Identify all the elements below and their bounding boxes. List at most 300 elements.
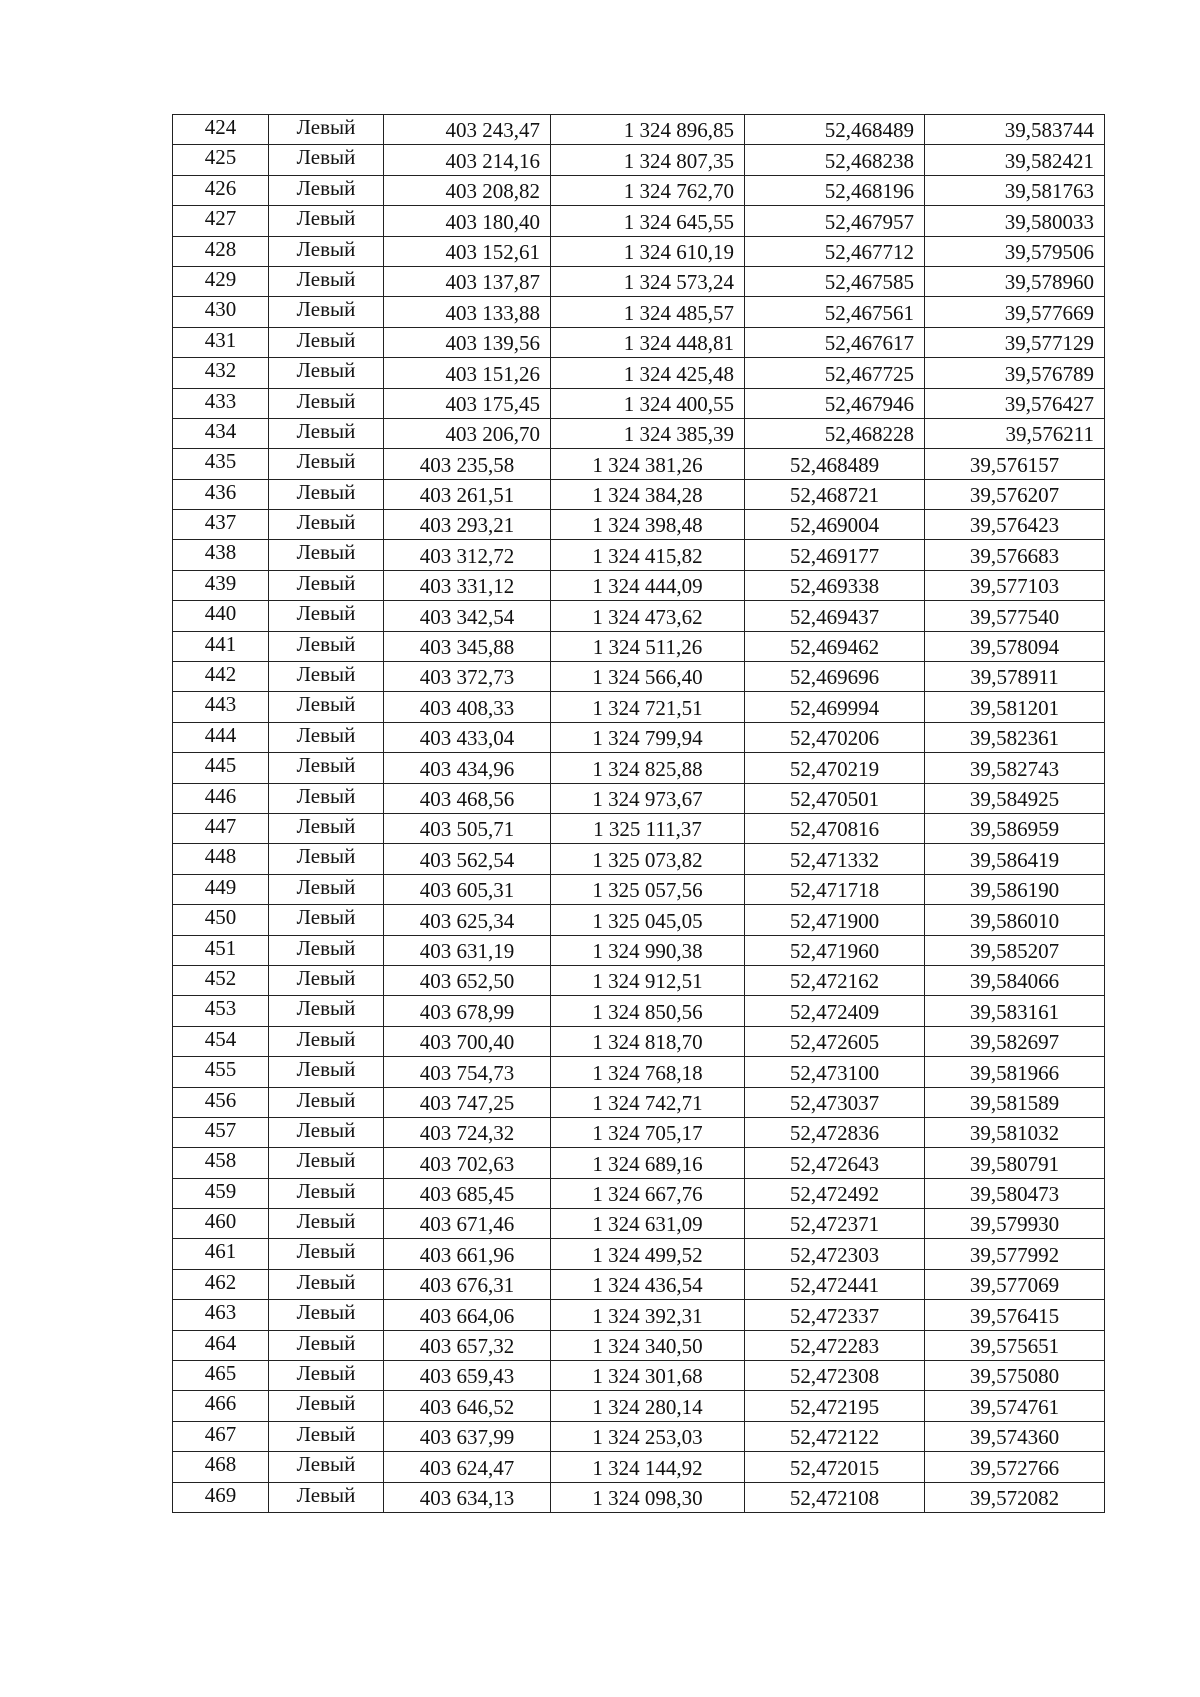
point-number-cell: 446 bbox=[173, 783, 269, 813]
x-coordinate-cell: 403 646,52 bbox=[384, 1391, 551, 1421]
y-coordinate-cell: 1 324 610,19 bbox=[551, 236, 745, 266]
y-coordinate-cell: 1 324 398,48 bbox=[551, 510, 745, 540]
latitude-cell: 52,471960 bbox=[745, 935, 925, 965]
x-coordinate-cell: 403 700,40 bbox=[384, 1026, 551, 1056]
x-coordinate-cell: 403 605,31 bbox=[384, 874, 551, 904]
table-row bbox=[173, 905, 1105, 935]
side-cell: Левый bbox=[269, 1452, 384, 1482]
y-coordinate-cell: 1 324 721,51 bbox=[551, 692, 745, 722]
point-number-cell: 464 bbox=[173, 1330, 269, 1360]
latitude-cell: 52,467957 bbox=[745, 206, 925, 236]
latitude-cell: 52,472492 bbox=[745, 1178, 925, 1208]
table-row bbox=[173, 844, 1105, 874]
side-cell: Левый bbox=[269, 631, 384, 661]
latitude-cell: 52,469338 bbox=[745, 570, 925, 600]
longitude-cell: 39,576423 bbox=[925, 510, 1105, 540]
x-coordinate-cell: 403 685,45 bbox=[384, 1178, 551, 1208]
table-row bbox=[173, 1452, 1105, 1482]
side-cell: Левый bbox=[269, 479, 384, 509]
side-cell: Левый bbox=[269, 1269, 384, 1299]
y-coordinate-cell: 1 324 400,55 bbox=[551, 388, 745, 418]
latitude-cell: 52,467617 bbox=[745, 327, 925, 357]
y-coordinate-cell: 1 324 818,70 bbox=[551, 1026, 745, 1056]
latitude-cell: 52,470219 bbox=[745, 753, 925, 783]
y-coordinate-cell: 1 324 645,55 bbox=[551, 206, 745, 236]
longitude-cell: 39,582743 bbox=[925, 753, 1105, 783]
x-coordinate-cell: 403 702,63 bbox=[384, 1148, 551, 1178]
point-number-cell: 461 bbox=[173, 1239, 269, 1269]
table-row bbox=[173, 965, 1105, 995]
latitude-cell: 52,472122 bbox=[745, 1421, 925, 1451]
table-row bbox=[173, 206, 1105, 236]
y-coordinate-cell: 1 324 573,24 bbox=[551, 266, 745, 296]
y-coordinate-cell: 1 324 762,70 bbox=[551, 175, 745, 205]
longitude-cell: 39,579930 bbox=[925, 1209, 1105, 1239]
longitude-cell: 39,580033 bbox=[925, 206, 1105, 236]
point-number-cell: 437 bbox=[173, 510, 269, 540]
side-cell: Левый bbox=[269, 996, 384, 1026]
point-number-cell: 458 bbox=[173, 1148, 269, 1178]
latitude-cell: 52,473100 bbox=[745, 1057, 925, 1087]
side-cell: Левый bbox=[269, 662, 384, 692]
point-number-cell: 460 bbox=[173, 1209, 269, 1239]
x-coordinate-cell: 403 631,19 bbox=[384, 935, 551, 965]
table-row bbox=[173, 479, 1105, 509]
y-coordinate-cell: 1 324 850,56 bbox=[551, 996, 745, 1026]
longitude-cell: 39,577540 bbox=[925, 601, 1105, 631]
side-cell: Левый bbox=[269, 388, 384, 418]
point-number-cell: 452 bbox=[173, 965, 269, 995]
point-number-cell: 428 bbox=[173, 236, 269, 266]
x-coordinate-cell: 403 243,47 bbox=[384, 115, 551, 145]
point-number-cell: 441 bbox=[173, 631, 269, 661]
side-cell: Левый bbox=[269, 540, 384, 570]
x-coordinate-cell: 403 661,96 bbox=[384, 1239, 551, 1269]
longitude-cell: 39,585207 bbox=[925, 935, 1105, 965]
y-coordinate-cell: 1 324 499,52 bbox=[551, 1239, 745, 1269]
side-cell: Левый bbox=[269, 601, 384, 631]
longitude-cell: 39,576683 bbox=[925, 540, 1105, 570]
side-cell: Левый bbox=[269, 844, 384, 874]
longitude-cell: 39,578911 bbox=[925, 662, 1105, 692]
side-cell: Левый bbox=[269, 692, 384, 722]
y-coordinate-cell: 1 324 098,30 bbox=[551, 1482, 745, 1512]
longitude-cell: 39,582421 bbox=[925, 145, 1105, 175]
x-coordinate-cell: 403 624,47 bbox=[384, 1452, 551, 1482]
point-number-cell: 440 bbox=[173, 601, 269, 631]
latitude-cell: 52,469177 bbox=[745, 540, 925, 570]
latitude-cell: 52,472371 bbox=[745, 1209, 925, 1239]
latitude-cell: 52,469994 bbox=[745, 692, 925, 722]
point-number-cell: 455 bbox=[173, 1057, 269, 1087]
x-coordinate-cell: 403 678,99 bbox=[384, 996, 551, 1026]
y-coordinate-cell: 1 324 384,28 bbox=[551, 479, 745, 509]
x-coordinate-cell: 403 625,34 bbox=[384, 905, 551, 935]
x-coordinate-cell: 403 724,32 bbox=[384, 1117, 551, 1147]
y-coordinate-cell: 1 324 473,62 bbox=[551, 601, 745, 631]
table-row bbox=[173, 388, 1105, 418]
table-row bbox=[173, 631, 1105, 661]
x-coordinate-cell: 403 468,56 bbox=[384, 783, 551, 813]
side-cell: Левый bbox=[269, 783, 384, 813]
latitude-cell: 52,472643 bbox=[745, 1148, 925, 1178]
latitude-cell: 52,468721 bbox=[745, 479, 925, 509]
point-number-cell: 445 bbox=[173, 753, 269, 783]
y-coordinate-cell: 1 324 392,31 bbox=[551, 1300, 745, 1330]
x-coordinate-cell: 403 137,87 bbox=[384, 266, 551, 296]
longitude-cell: 39,572082 bbox=[925, 1482, 1105, 1512]
side-cell: Левый bbox=[269, 115, 384, 145]
point-number-cell: 468 bbox=[173, 1452, 269, 1482]
table-row bbox=[173, 449, 1105, 479]
point-number-cell: 429 bbox=[173, 266, 269, 296]
table-row bbox=[173, 1178, 1105, 1208]
latitude-cell: 52,472605 bbox=[745, 1026, 925, 1056]
longitude-cell: 39,579506 bbox=[925, 236, 1105, 266]
y-coordinate-cell: 1 324 973,67 bbox=[551, 783, 745, 813]
table-row bbox=[173, 236, 1105, 266]
table-row bbox=[173, 753, 1105, 783]
x-coordinate-cell: 403 180,40 bbox=[384, 206, 551, 236]
y-coordinate-cell: 1 324 144,92 bbox=[551, 1452, 745, 1482]
longitude-cell: 39,581201 bbox=[925, 692, 1105, 722]
table-row bbox=[173, 722, 1105, 752]
side-cell: Левый bbox=[269, 206, 384, 236]
latitude-cell: 52,468196 bbox=[745, 175, 925, 205]
point-number-cell: 439 bbox=[173, 570, 269, 600]
x-coordinate-cell: 403 652,50 bbox=[384, 965, 551, 995]
table-row bbox=[173, 1026, 1105, 1056]
x-coordinate-cell: 403 293,21 bbox=[384, 510, 551, 540]
y-coordinate-cell: 1 324 436,54 bbox=[551, 1269, 745, 1299]
point-number-cell: 442 bbox=[173, 662, 269, 692]
point-number-cell: 462 bbox=[173, 1269, 269, 1299]
latitude-cell: 52,469437 bbox=[745, 601, 925, 631]
point-number-cell: 425 bbox=[173, 145, 269, 175]
table-row bbox=[173, 1209, 1105, 1239]
latitude-cell: 52,472337 bbox=[745, 1300, 925, 1330]
point-number-cell: 459 bbox=[173, 1178, 269, 1208]
x-coordinate-cell: 403 235,58 bbox=[384, 449, 551, 479]
latitude-cell: 52,470206 bbox=[745, 722, 925, 752]
table-row bbox=[173, 662, 1105, 692]
side-cell: Левый bbox=[269, 753, 384, 783]
x-coordinate-cell: 403 433,04 bbox=[384, 722, 551, 752]
longitude-cell: 39,576415 bbox=[925, 1300, 1105, 1330]
point-number-cell: 449 bbox=[173, 874, 269, 904]
longitude-cell: 39,586010 bbox=[925, 905, 1105, 935]
table-row bbox=[173, 1421, 1105, 1451]
longitude-cell: 39,586959 bbox=[925, 813, 1105, 843]
y-coordinate-cell: 1 324 825,88 bbox=[551, 753, 745, 783]
longitude-cell: 39,581966 bbox=[925, 1057, 1105, 1087]
point-number-cell: 451 bbox=[173, 935, 269, 965]
side-cell: Левый bbox=[269, 297, 384, 327]
y-coordinate-cell: 1 324 566,40 bbox=[551, 662, 745, 692]
side-cell: Левый bbox=[269, 813, 384, 843]
table-row bbox=[173, 996, 1105, 1026]
x-coordinate-cell: 403 342,54 bbox=[384, 601, 551, 631]
longitude-cell: 39,578094 bbox=[925, 631, 1105, 661]
side-cell: Левый bbox=[269, 510, 384, 540]
x-coordinate-cell: 403 345,88 bbox=[384, 631, 551, 661]
y-coordinate-cell: 1 324 253,03 bbox=[551, 1421, 745, 1451]
table-row bbox=[173, 175, 1105, 205]
y-coordinate-cell: 1 324 381,26 bbox=[551, 449, 745, 479]
longitude-cell: 39,577103 bbox=[925, 570, 1105, 600]
longitude-cell: 39,574761 bbox=[925, 1391, 1105, 1421]
side-cell: Левый bbox=[269, 1239, 384, 1269]
side-cell: Левый bbox=[269, 1026, 384, 1056]
longitude-cell: 39,584925 bbox=[925, 783, 1105, 813]
latitude-cell: 52,472409 bbox=[745, 996, 925, 1026]
x-coordinate-cell: 403 657,32 bbox=[384, 1330, 551, 1360]
point-number-cell: 454 bbox=[173, 1026, 269, 1056]
y-coordinate-cell: 1 324 485,57 bbox=[551, 297, 745, 327]
latitude-cell: 52,468228 bbox=[745, 418, 925, 448]
latitude-cell: 52,472108 bbox=[745, 1482, 925, 1512]
x-coordinate-cell: 403 331,12 bbox=[384, 570, 551, 600]
point-number-cell: 465 bbox=[173, 1361, 269, 1391]
latitude-cell: 52,472162 bbox=[745, 965, 925, 995]
table-row bbox=[173, 1330, 1105, 1360]
y-coordinate-cell: 1 325 045,05 bbox=[551, 905, 745, 935]
longitude-cell: 39,586190 bbox=[925, 874, 1105, 904]
point-number-cell: 431 bbox=[173, 327, 269, 357]
longitude-cell: 39,576207 bbox=[925, 479, 1105, 509]
y-coordinate-cell: 1 324 280,14 bbox=[551, 1391, 745, 1421]
side-cell: Левый bbox=[269, 1087, 384, 1117]
side-cell: Левый bbox=[269, 935, 384, 965]
side-cell: Левый bbox=[269, 1148, 384, 1178]
point-number-cell: 466 bbox=[173, 1391, 269, 1421]
x-coordinate-cell: 403 261,51 bbox=[384, 479, 551, 509]
longitude-cell: 39,575080 bbox=[925, 1361, 1105, 1391]
table-row bbox=[173, 1269, 1105, 1299]
table-row bbox=[173, 358, 1105, 388]
side-cell: Левый bbox=[269, 175, 384, 205]
point-number-cell: 457 bbox=[173, 1117, 269, 1147]
y-coordinate-cell: 1 324 385,39 bbox=[551, 418, 745, 448]
latitude-cell: 52,473037 bbox=[745, 1087, 925, 1117]
longitude-cell: 39,581763 bbox=[925, 175, 1105, 205]
point-number-cell: 444 bbox=[173, 722, 269, 752]
y-coordinate-cell: 1 324 990,38 bbox=[551, 935, 745, 965]
x-coordinate-cell: 403 214,16 bbox=[384, 145, 551, 175]
latitude-cell: 52,469462 bbox=[745, 631, 925, 661]
side-cell: Левый bbox=[269, 1482, 384, 1512]
side-cell: Левый bbox=[269, 327, 384, 357]
side-cell: Левый bbox=[269, 1209, 384, 1239]
table-row bbox=[173, 266, 1105, 296]
table-row bbox=[173, 510, 1105, 540]
y-coordinate-cell: 1 324 340,50 bbox=[551, 1330, 745, 1360]
latitude-cell: 52,470501 bbox=[745, 783, 925, 813]
y-coordinate-cell: 1 325 111,37 bbox=[551, 813, 745, 843]
latitude-cell: 52,467585 bbox=[745, 266, 925, 296]
longitude-cell: 39,586419 bbox=[925, 844, 1105, 874]
x-coordinate-cell: 403 434,96 bbox=[384, 753, 551, 783]
y-coordinate-cell: 1 324 742,71 bbox=[551, 1087, 745, 1117]
x-coordinate-cell: 403 139,56 bbox=[384, 327, 551, 357]
table-row bbox=[173, 874, 1105, 904]
table-row bbox=[173, 115, 1105, 145]
latitude-cell: 52,472015 bbox=[745, 1452, 925, 1482]
y-coordinate-cell: 1 324 301,68 bbox=[551, 1361, 745, 1391]
latitude-cell: 52,472283 bbox=[745, 1330, 925, 1360]
side-cell: Левый bbox=[269, 1117, 384, 1147]
y-coordinate-cell: 1 325 057,56 bbox=[551, 874, 745, 904]
table-row bbox=[173, 1239, 1105, 1269]
longitude-cell: 39,577129 bbox=[925, 327, 1105, 357]
side-cell: Левый bbox=[269, 905, 384, 935]
latitude-cell: 52,472303 bbox=[745, 1239, 925, 1269]
coordinates-table-body bbox=[173, 115, 1105, 1513]
side-cell: Левый bbox=[269, 449, 384, 479]
side-cell: Левый bbox=[269, 874, 384, 904]
longitude-cell: 39,574360 bbox=[925, 1421, 1105, 1451]
latitude-cell: 52,467561 bbox=[745, 297, 925, 327]
y-coordinate-cell: 1 324 448,81 bbox=[551, 327, 745, 357]
side-cell: Левый bbox=[269, 1361, 384, 1391]
x-coordinate-cell: 403 312,72 bbox=[384, 540, 551, 570]
x-coordinate-cell: 403 664,06 bbox=[384, 1300, 551, 1330]
table-row bbox=[173, 601, 1105, 631]
longitude-cell: 39,576427 bbox=[925, 388, 1105, 418]
longitude-cell: 39,581589 bbox=[925, 1087, 1105, 1117]
x-coordinate-cell: 403 208,82 bbox=[384, 175, 551, 205]
x-coordinate-cell: 403 206,70 bbox=[384, 418, 551, 448]
x-coordinate-cell: 403 408,33 bbox=[384, 692, 551, 722]
point-number-cell: 434 bbox=[173, 418, 269, 448]
x-coordinate-cell: 403 133,88 bbox=[384, 297, 551, 327]
y-coordinate-cell: 1 324 444,09 bbox=[551, 570, 745, 600]
y-coordinate-cell: 1 324 768,18 bbox=[551, 1057, 745, 1087]
table-row bbox=[173, 297, 1105, 327]
point-number-cell: 430 bbox=[173, 297, 269, 327]
side-cell: Левый bbox=[269, 1391, 384, 1421]
side-cell: Левый bbox=[269, 965, 384, 995]
latitude-cell: 52,467946 bbox=[745, 388, 925, 418]
table-row bbox=[173, 783, 1105, 813]
table-row bbox=[173, 145, 1105, 175]
latitude-cell: 52,469696 bbox=[745, 662, 925, 692]
x-coordinate-cell: 403 151,26 bbox=[384, 358, 551, 388]
x-coordinate-cell: 403 152,61 bbox=[384, 236, 551, 266]
latitude-cell: 52,472836 bbox=[745, 1117, 925, 1147]
longitude-cell: 39,576211 bbox=[925, 418, 1105, 448]
x-coordinate-cell: 403 175,45 bbox=[384, 388, 551, 418]
latitude-cell: 52,468489 bbox=[745, 115, 925, 145]
point-number-cell: 463 bbox=[173, 1300, 269, 1330]
longitude-cell: 39,583161 bbox=[925, 996, 1105, 1026]
point-number-cell: 436 bbox=[173, 479, 269, 509]
longitude-cell: 39,577069 bbox=[925, 1269, 1105, 1299]
latitude-cell: 52,470816 bbox=[745, 813, 925, 843]
side-cell: Левый bbox=[269, 1057, 384, 1087]
side-cell: Левый bbox=[269, 145, 384, 175]
longitude-cell: 39,578960 bbox=[925, 266, 1105, 296]
point-number-cell: 438 bbox=[173, 540, 269, 570]
point-number-cell: 456 bbox=[173, 1087, 269, 1117]
point-number-cell: 447 bbox=[173, 813, 269, 843]
y-coordinate-cell: 1 324 631,09 bbox=[551, 1209, 745, 1239]
y-coordinate-cell: 1 324 425,48 bbox=[551, 358, 745, 388]
latitude-cell: 52,467725 bbox=[745, 358, 925, 388]
table-row bbox=[173, 418, 1105, 448]
point-number-cell: 448 bbox=[173, 844, 269, 874]
longitude-cell: 39,580473 bbox=[925, 1178, 1105, 1208]
point-number-cell: 432 bbox=[173, 358, 269, 388]
x-coordinate-cell: 403 671,46 bbox=[384, 1209, 551, 1239]
side-cell: Левый bbox=[269, 236, 384, 266]
point-number-cell: 443 bbox=[173, 692, 269, 722]
y-coordinate-cell: 1 324 415,82 bbox=[551, 540, 745, 570]
table-row bbox=[173, 1361, 1105, 1391]
table-row bbox=[173, 692, 1105, 722]
latitude-cell: 52,471332 bbox=[745, 844, 925, 874]
y-coordinate-cell: 1 325 073,82 bbox=[551, 844, 745, 874]
table-row bbox=[173, 813, 1105, 843]
latitude-cell: 52,468238 bbox=[745, 145, 925, 175]
side-cell: Левый bbox=[269, 1300, 384, 1330]
point-number-cell: 453 bbox=[173, 996, 269, 1026]
longitude-cell: 39,576157 bbox=[925, 449, 1105, 479]
side-cell: Левый bbox=[269, 1178, 384, 1208]
y-coordinate-cell: 1 324 689,16 bbox=[551, 1148, 745, 1178]
side-cell: Левый bbox=[269, 722, 384, 752]
side-cell: Левый bbox=[269, 358, 384, 388]
table-row bbox=[173, 1057, 1105, 1087]
longitude-cell: 39,572766 bbox=[925, 1452, 1105, 1482]
table-row bbox=[173, 935, 1105, 965]
longitude-cell: 39,577992 bbox=[925, 1239, 1105, 1269]
table-row bbox=[173, 570, 1105, 600]
y-coordinate-cell: 1 324 807,35 bbox=[551, 145, 745, 175]
latitude-cell: 52,472308 bbox=[745, 1361, 925, 1391]
longitude-cell: 39,582697 bbox=[925, 1026, 1105, 1056]
table-row bbox=[173, 540, 1105, 570]
table-row bbox=[173, 1148, 1105, 1178]
table-row bbox=[173, 1300, 1105, 1330]
x-coordinate-cell: 403 372,73 bbox=[384, 662, 551, 692]
point-number-cell: 469 bbox=[173, 1482, 269, 1512]
point-number-cell: 427 bbox=[173, 206, 269, 236]
longitude-cell: 39,576789 bbox=[925, 358, 1105, 388]
x-coordinate-cell: 403 634,13 bbox=[384, 1482, 551, 1512]
latitude-cell: 52,472441 bbox=[745, 1269, 925, 1299]
longitude-cell: 39,582361 bbox=[925, 722, 1105, 752]
y-coordinate-cell: 1 324 799,94 bbox=[551, 722, 745, 752]
longitude-cell: 39,580791 bbox=[925, 1148, 1105, 1178]
point-number-cell: 433 bbox=[173, 388, 269, 418]
y-coordinate-cell: 1 324 511,26 bbox=[551, 631, 745, 661]
y-coordinate-cell: 1 324 705,17 bbox=[551, 1117, 745, 1147]
longitude-cell: 39,577669 bbox=[925, 297, 1105, 327]
x-coordinate-cell: 403 505,71 bbox=[384, 813, 551, 843]
point-number-cell: 424 bbox=[173, 115, 269, 145]
coordinates-table bbox=[172, 114, 1105, 1513]
table-row bbox=[173, 1117, 1105, 1147]
latitude-cell: 52,471900 bbox=[745, 905, 925, 935]
x-coordinate-cell: 403 637,99 bbox=[384, 1421, 551, 1451]
y-coordinate-cell: 1 324 912,51 bbox=[551, 965, 745, 995]
longitude-cell: 39,584066 bbox=[925, 965, 1105, 995]
longitude-cell: 39,581032 bbox=[925, 1117, 1105, 1147]
x-coordinate-cell: 403 659,43 bbox=[384, 1361, 551, 1391]
side-cell: Левый bbox=[269, 1421, 384, 1451]
side-cell: Левый bbox=[269, 418, 384, 448]
